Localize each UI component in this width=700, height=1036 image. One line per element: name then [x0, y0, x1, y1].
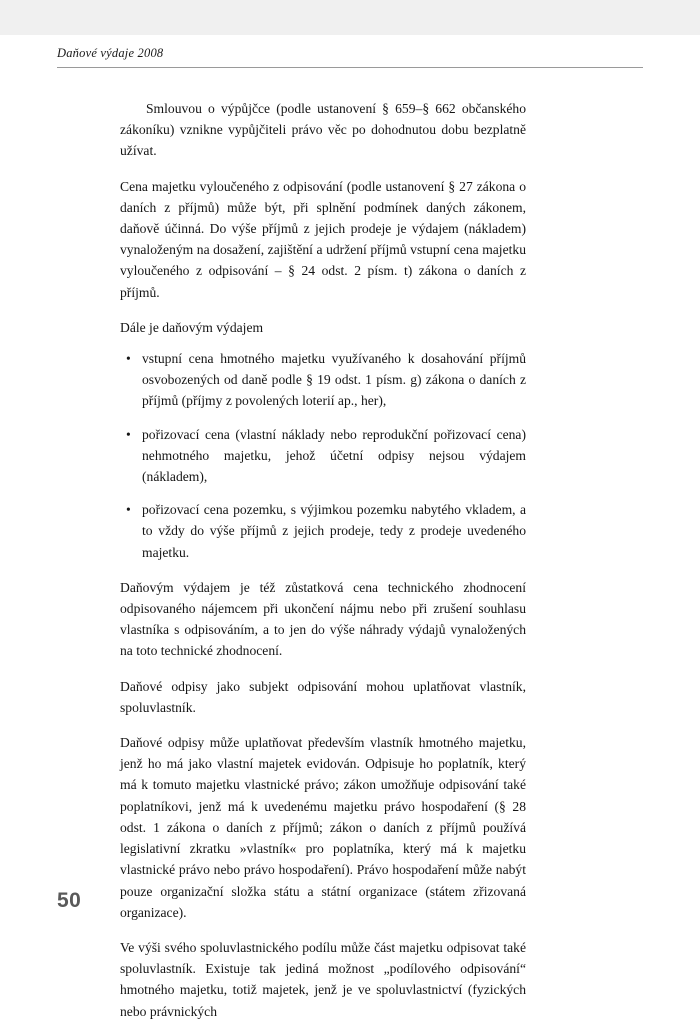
bullet-list — [120, 348, 526, 563]
page-number: 50 — [57, 889, 82, 912]
header-divider — [57, 67, 643, 68]
paragraph-lead-in: Dále je daňovým výdajem — [120, 319, 264, 335]
bullet-icon: • — [126, 502, 131, 518]
paragraph: Daňové odpisy jako subjekt odpisování mohou uplatňovat vlastník, spoluvlastník. — [120, 678, 526, 715]
paragraph: Cena majetku vyloučeného z odpisování (podle ustanovení § 27 zákona o daních z příjmů) může být, při splnění podmínek daných zákonem, daňově účinná. Do výše příjmů z jejich prodeje je výdajem (nákladem) vynaloženým na dosažení, zajištění a udržení příjmů vstupní cena majetku vyloučeného z odpisování – § 24 odst. 2 písm. t) zákona o daních z příjmů. — [120, 178, 526, 300]
paragraph: Daňové odpisy může uplatňovat především vlastník hmotného majetku, jenž ho má jako vlastní majetek evidován. Odpisuje ho poplatník, který má k tomuto majetku vlastnické právo; zákon umožňuje odpisování také poplatníkovi, jenž má k uvedenému majetku právo hospodaření (§ 28 odst. 1 zákona o daních z příjmů; zákon o daních z příjmů používá legislativní zkratku »vlastník« pro poplatníka, který má k majetku vlastnické právo nebo právo hospodaření). Právo hospodaření může nabýt pouze organizační složka státu a státní organizace (státem zřizovaná organizace). — [120, 735, 526, 920]
list-item — [120, 424, 526, 488]
bullet-icon: • — [126, 351, 131, 367]
body-text-column — [120, 98, 526, 1036]
paragraph: Daňovým výdajem je též zůstatková cena technického zhodnocení odpisovaného nájemcem při ukončení nájmu nebo při zrušení souhlasu vlastníka s odpisováním, a to jen do výše náhrady výdajů vynaložených na toto technické zhodnocení. — [120, 579, 526, 659]
running-head: Daňové výdaje 2008 — [57, 46, 164, 60]
header-band — [0, 0, 700, 35]
list-item-text: pořizovací cena pozemku, s výjimkou pozemku nabytého vkladem, a to vždy do výše příjmů z jejich prodeje, tedy z prodeje uvedeného majetku. — [142, 502, 526, 560]
list-item — [120, 348, 526, 412]
paragraph: Smlouvou o výpůjčce (podle ustanovení § 659–§ 662 občanského zákoníku) vznikne vypůjčiteli právo věc po dohodnutou dobu bezplatně užívat. — [120, 101, 526, 159]
list-item — [120, 499, 526, 563]
paragraph: Ve výši svého spoluvlastnického podílu může část majetku odpisovat také spoluvlastník. Existuje tak jediná možnost „podílového odpisování“ hmotného majetku, totiž majetek, jenž je ve spoluvlastnictví (fyzických nebo právnických — [120, 939, 526, 1019]
list-item-text: vstupní cena hmotného majetku využívaného k dosahování příjmů osvobozených od daně podle § 19 odst. 1 písm. g) zákona o daních z příjmů (příjmy z povolených loterií ap., her), — [142, 351, 526, 409]
bullet-icon: • — [126, 426, 131, 442]
list-item-text: pořizovací cena (vlastní náklady nebo reprodukční pořizovací cena) nehmotného majetku, jehož účetní odpisy nejsou výdajem (nákladem), — [142, 426, 526, 485]
